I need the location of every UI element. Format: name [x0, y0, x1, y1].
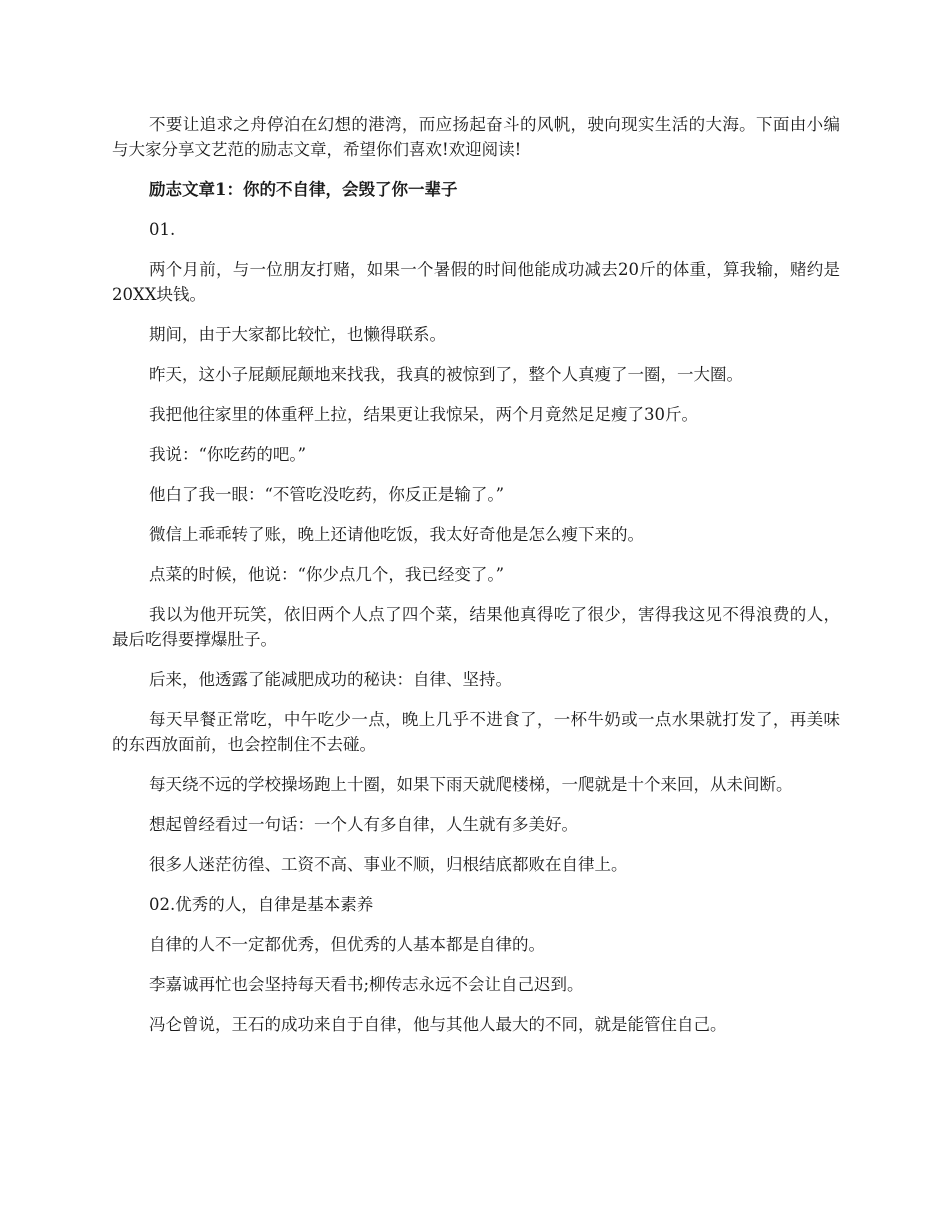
- body-paragraph: 我把他往家里的体重秤上拉，结果更让我惊呆，两个月竟然足足瘦了30斤。: [149, 405, 698, 424]
- body-paragraph: 后来，他透露了能减肥成功的秘诀：自律、坚持。: [149, 670, 512, 689]
- intro-paragraph: 不要让追求之舟停泊在幻想的港湾，而应扬起奋斗的风帆，驶向现实生活的大海。下面由小编与大家分享文艺范的励志文章，希望你们喜欢!欢迎阅读!: [112, 115, 840, 159]
- body-paragraph: 微信上乖乖转了账，晚上还请他吃饭，我太好奇他是怎么瘦下来的。: [149, 525, 644, 544]
- body-paragraph: 他白了我一眼：“不管吃没吃药，你反正是输了。”: [149, 485, 505, 504]
- document-body: [112, 112, 840, 1052]
- body-paragraph: 很多人迷茫彷徨、工资不高、事业不顺，归根结底都败在自律上。: [149, 855, 628, 874]
- section-number: 01.: [149, 220, 176, 239]
- article-heading: 励志文章1：你的不自律，会毁了你一辈子: [149, 180, 458, 199]
- body-paragraph: 昨天，这小子屁颠屁颠地来找我，我真的被惊到了，整个人真瘦了一圈，一大圈。: [149, 365, 743, 384]
- body-paragraph: 李嘉诚再忙也会坚持每天看书;柳传志永远不会让自己迟到。: [149, 975, 584, 994]
- body-paragraph: 想起曾经看过一句话：一个人有多自律，人生就有多美好。: [149, 815, 578, 834]
- body-paragraph: 期间，由于大家都比较忙，也懒得联系。: [149, 325, 446, 344]
- body-paragraph: 每天早餐正常吃，中午吃少一点，晚上几乎不进食了，一杯牛奶或一点水果就打发了，再美味的东西放面前，也会控制住不去碰。: [112, 710, 840, 754]
- body-paragraph: 每天绕不远的学校操场跑上十圈，如果下雨天就爬楼梯，一爬就是十个来回，从未间断。: [149, 775, 793, 794]
- body-paragraph: 两个月前，与一位朋友打赌，如果一个暑假的时间他能成功减去20斤的体重，算我输，赌约是20XX块钱。: [112, 260, 840, 304]
- body-paragraph: 我说：“你吃药的吧。”: [149, 445, 307, 464]
- body-paragraph: 点菜的时候，他说：“你少点几个，我已经变了。”: [149, 565, 505, 584]
- body-paragraph: 我以为他开玩笑，依旧两个人点了四个菜，结果他真得吃了很少，害得我这见不得浪费的人，最后吃得要撑爆肚子。: [112, 605, 840, 649]
- section-heading: 02.优秀的人，自律是基本素养: [149, 895, 374, 914]
- body-paragraph: 冯仑曾说，王石的成功来自于自律，他与其他人最大的不同，就是能管住自己。: [149, 1015, 727, 1034]
- body-paragraph: 自律的人不一定都优秀，但优秀的人基本都是自律的。: [149, 935, 545, 954]
